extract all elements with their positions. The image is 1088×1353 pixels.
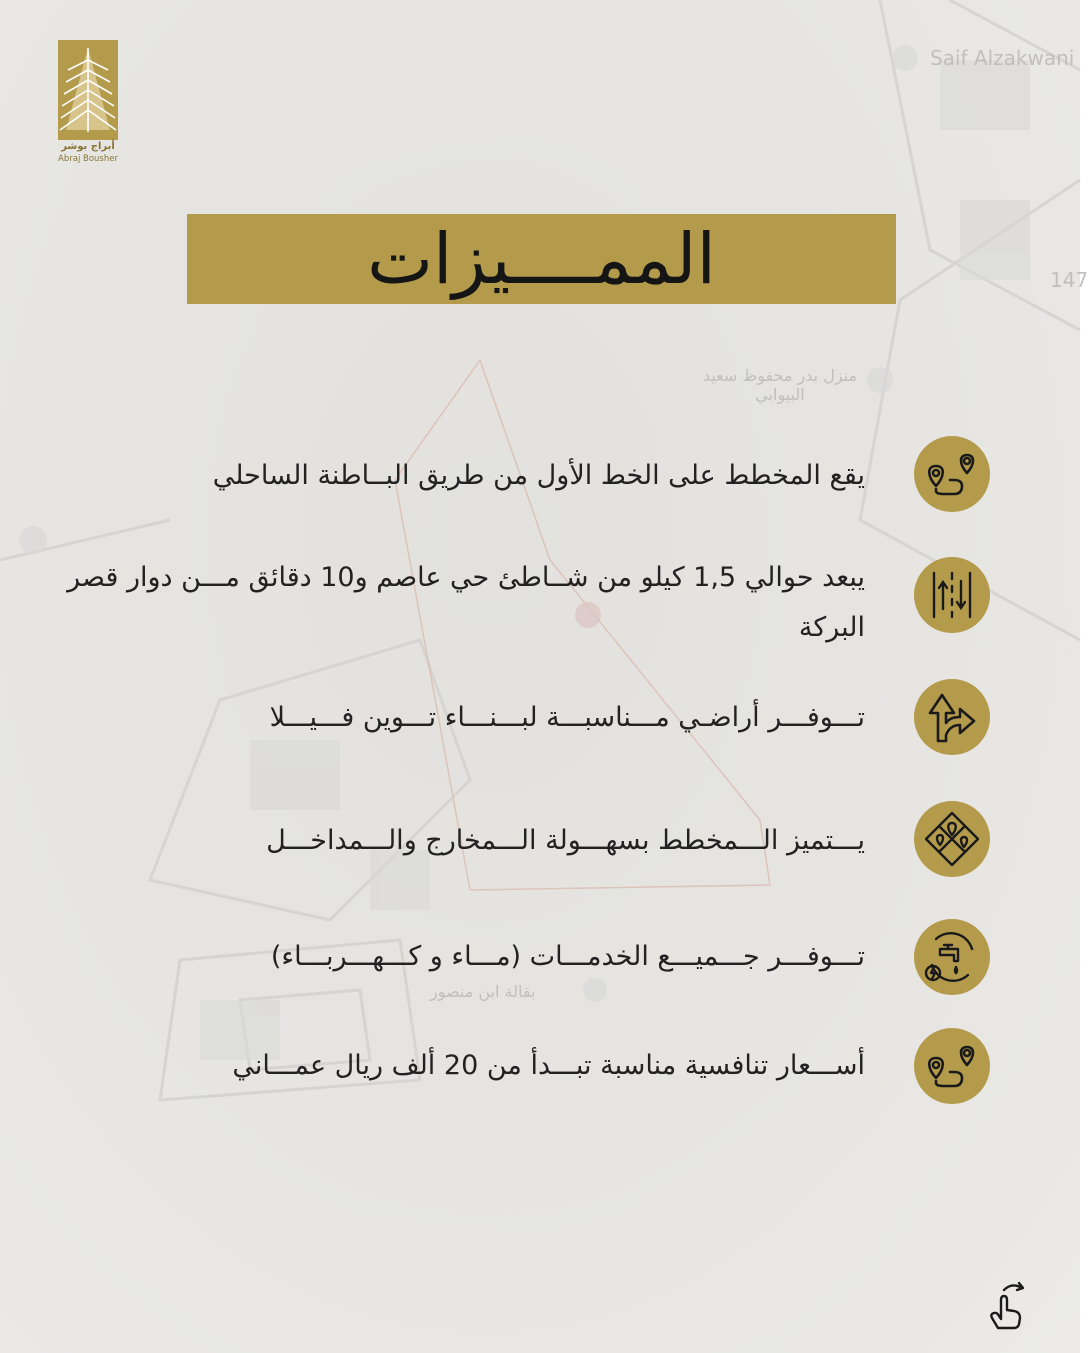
feature-text: تـــوفـــر أراضـي مـــناسبـــة لبـــنـــاء تـــوين فـــيـــلا: [269, 702, 865, 733]
page-title: الممــــيزات: [367, 218, 716, 300]
feature-text: يقع المخطط على الخط الأول من طريق البــاطنة الساحلي: [212, 460, 865, 491]
map-label-place: منزل بدر محفوظ سعيد البيوابي: [702, 366, 858, 404]
building-logo-icon: [58, 40, 118, 140]
map-label-number: 147: [1050, 268, 1088, 292]
road-split-arrow-icon: [914, 679, 990, 755]
feature-text: يـــتميز الـــمخطط بسهـــولة الـــمخارج والـــمداخـــل: [266, 825, 865, 856]
feature-text: يبعد حوالي 1,5 كيلو من شــاطئ حي عاصم و10 دقائق مـــن دوار قصر البركة: [67, 562, 865, 643]
road-lanes-icon: [914, 557, 990, 633]
map-label-place: بقالة ابن منصور: [430, 982, 536, 1001]
feature-icon-badge: [914, 557, 990, 633]
feature-icon-badge: [914, 1028, 990, 1104]
brand-name-english: Abraj Bousher: [58, 154, 118, 164]
feature-text: أســـعار تنافسية مناسبة تبـــدأ من 20 ألف ريال عمـــاني: [232, 1050, 865, 1081]
feature-item: [60, 553, 1060, 653]
map-network-icon: [914, 801, 990, 877]
feature-item: [60, 679, 1060, 759]
feature-item: [60, 801, 1060, 881]
feature-icon-badge: [914, 801, 990, 877]
map-label-place: Saif Alzakwani: [930, 46, 1075, 70]
brand-name-arabic: أبراج بوشر: [61, 141, 115, 152]
feature-item: [60, 436, 1060, 516]
feature-icon-badge: [914, 436, 990, 512]
route-pins-icon: [914, 436, 990, 512]
feature-icon-badge: [914, 679, 990, 755]
brand-logo: [55, 40, 121, 165]
title-banner: [187, 214, 896, 304]
swipe-hand-icon: [982, 1280, 1034, 1332]
feature-item: [60, 919, 1060, 999]
feature-text: تـــوفـــر جـــميـــع الخدمـــات (مـــاء و كـــهـــربـــاء): [270, 941, 865, 972]
feature-item: [60, 1028, 1060, 1108]
feature-icon-badge: [914, 919, 990, 995]
water-electricity-icon: [914, 919, 990, 995]
route-pins-icon: [914, 1028, 990, 1104]
